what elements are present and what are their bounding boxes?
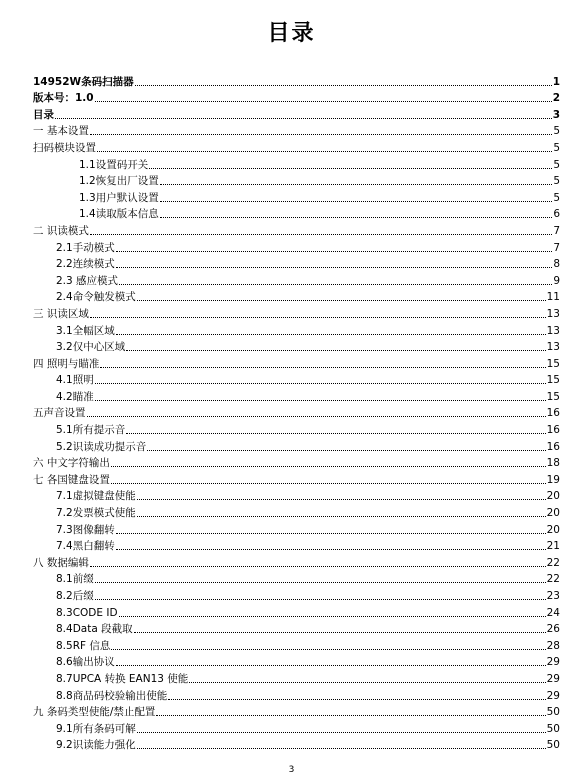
toc-entry-label: 8.4Data 段截取 xyxy=(56,623,133,636)
toc-entry[interactable] xyxy=(33,338,560,355)
toc-entry-label: 2.4命令触发模式 xyxy=(56,291,136,304)
toc-entry-label: 5.1所有提示音 xyxy=(56,424,126,437)
toc-entry[interactable] xyxy=(33,404,560,421)
toc-entry[interactable] xyxy=(33,636,560,653)
toc-entry[interactable] xyxy=(33,454,560,471)
toc-entry-page: 50 xyxy=(546,722,560,735)
toc-entry-page: 22 xyxy=(546,573,560,586)
toc-entry-page: 50 xyxy=(546,739,560,752)
toc-entry-label: 9.2识读能力强化 xyxy=(56,739,136,752)
toc-entry-label: 六 中文字符输出 xyxy=(33,457,110,470)
toc-entry[interactable] xyxy=(33,321,560,338)
toc-entry-page: 16 xyxy=(546,407,560,420)
dot-leader xyxy=(135,85,552,86)
dot-leader xyxy=(119,616,546,617)
toc-entry-label: 2.3 感应模式 xyxy=(56,274,119,287)
dot-leader xyxy=(137,300,546,301)
dot-leader xyxy=(95,582,546,583)
toc-entry-page: 24 xyxy=(546,606,560,619)
toc-entry-label: 3.2仅中心区域 xyxy=(56,341,126,354)
dot-leader xyxy=(168,699,545,700)
dot-leader xyxy=(95,400,546,401)
toc-entry-label: 9.1所有条码可解 xyxy=(56,722,136,735)
dot-leader xyxy=(87,416,546,417)
toc-entry[interactable] xyxy=(33,122,560,139)
toc-entry[interactable] xyxy=(33,354,560,371)
toc-entry[interactable] xyxy=(33,620,560,637)
toc-entry-page: 13 xyxy=(546,307,560,320)
toc-entry-page: 5 xyxy=(553,125,560,138)
toc-entry[interactable] xyxy=(33,570,560,587)
toc-entry-page: 2 xyxy=(552,92,560,105)
toc-entry[interactable] xyxy=(33,138,560,155)
toc-entry[interactable] xyxy=(33,255,560,272)
dot-leader xyxy=(111,483,546,484)
toc-entry[interactable] xyxy=(33,686,560,703)
toc-entry[interactable] xyxy=(33,172,560,189)
toc-entry[interactable] xyxy=(33,703,560,720)
toc-entry-page: 16 xyxy=(546,424,560,437)
dot-leader xyxy=(116,665,546,666)
toc-entry-page: 20 xyxy=(546,490,560,503)
toc-entry-label: 4.2瞄准 xyxy=(56,390,94,403)
dot-leader xyxy=(137,748,546,749)
dot-leader xyxy=(160,184,553,185)
dot-leader xyxy=(95,101,552,102)
dot-leader xyxy=(160,217,553,218)
toc-entry-page: 11 xyxy=(546,291,560,304)
toc-entry[interactable] xyxy=(33,387,560,404)
dot-leader xyxy=(116,549,546,550)
dot-leader xyxy=(116,251,553,252)
toc-entry-label: 7.1虚拟键盘使能 xyxy=(56,490,136,503)
toc-entry[interactable] xyxy=(33,487,560,504)
table-of-contents xyxy=(33,72,560,752)
toc-entry-page: 29 xyxy=(546,656,560,669)
toc-entry-label: 2.1手动模式 xyxy=(56,241,115,254)
toc-entry-label: 2.2连续模式 xyxy=(56,258,115,271)
toc-entry-label: 7.3图像翻转 xyxy=(56,523,115,536)
dot-leader xyxy=(156,715,545,716)
toc-entry-page: 15 xyxy=(546,374,560,387)
toc-entry-label: 1.2恢复出厂设置 xyxy=(79,175,159,188)
toc-entry[interactable] xyxy=(33,221,560,238)
toc-entry-label: 8.3CODE ID xyxy=(56,606,118,619)
toc-entry-page: 26 xyxy=(546,623,560,636)
toc-entry-page: 21 xyxy=(546,540,560,553)
dot-leader xyxy=(149,168,552,169)
toc-entry-page: 5 xyxy=(553,141,560,154)
dot-leader xyxy=(116,533,546,534)
dot-leader xyxy=(134,632,546,633)
toc-entry-page: 13 xyxy=(546,341,560,354)
toc-entry[interactable] xyxy=(33,520,560,537)
toc-entry-page: 7 xyxy=(553,241,560,254)
toc-entry-label: 7.4黑白翻转 xyxy=(56,540,115,553)
toc-entry[interactable] xyxy=(33,653,560,670)
toc-entry[interactable] xyxy=(33,420,560,437)
toc-entry-page: 16 xyxy=(546,440,560,453)
toc-entry-label: 5.2识读成功提示音 xyxy=(56,440,147,453)
dot-leader xyxy=(95,599,546,600)
toc-entry-label: 八 数据编辑 xyxy=(33,556,89,569)
toc-entry-page: 20 xyxy=(546,523,560,536)
toc-entry[interactable] xyxy=(33,371,560,388)
dot-leader xyxy=(90,566,546,567)
toc-entry[interactable] xyxy=(33,719,560,736)
toc-entry-page: 20 xyxy=(546,507,560,520)
toc-entry-label: 8.1前缀 xyxy=(56,573,94,586)
toc-entry-page: 5 xyxy=(553,158,560,171)
toc-entry-label: 1.3用户默认设置 xyxy=(79,191,159,204)
toc-entry[interactable] xyxy=(33,537,560,554)
toc-entry-label: 8.2后缀 xyxy=(56,590,94,602)
dot-leader xyxy=(97,151,552,152)
dot-leader xyxy=(137,516,546,517)
dot-leader xyxy=(189,682,545,683)
toc-entry[interactable] xyxy=(33,105,560,122)
toc-entry-label: 九 条码类型使能/禁止配置 xyxy=(33,706,156,719)
toc-entry-label: 4.1照明 xyxy=(56,374,94,387)
toc-entry-label: 8.8商品码校验输出使能 xyxy=(56,689,168,702)
toc-entry[interactable] xyxy=(33,669,560,686)
dot-leader xyxy=(100,367,545,368)
toc-entry[interactable] xyxy=(33,736,560,753)
toc-entry[interactable] xyxy=(33,304,560,321)
dot-leader xyxy=(90,234,552,235)
toc-entry-label: 8.7UPCA 转换 EAN13 使能 xyxy=(56,672,189,685)
toc-entry-label: 扫码模块设置 xyxy=(33,141,96,154)
toc-entry[interactable] xyxy=(33,470,560,487)
toc-entry[interactable] xyxy=(33,72,560,89)
toc-entry-page: 8 xyxy=(553,258,560,271)
toc-entry-label: 目录 xyxy=(33,108,54,121)
toc-entry[interactable] xyxy=(33,603,560,620)
toc-entry-page: 19 xyxy=(546,473,560,486)
toc-entry-page: 3 xyxy=(552,108,560,121)
toc-entry[interactable] xyxy=(33,553,560,570)
toc-entry[interactable] xyxy=(33,205,560,222)
dot-leader xyxy=(119,284,552,285)
toc-entry[interactable] xyxy=(33,188,560,205)
toc-entry-page: 15 xyxy=(546,357,560,370)
dot-leader xyxy=(137,732,546,733)
toc-entry-page: 23 xyxy=(546,590,560,602)
toc-entry-label: 8.5RF 信息 xyxy=(56,639,111,652)
toc-entry-page: 18 xyxy=(546,457,560,470)
toc-entry-page: 6 xyxy=(553,208,560,221)
toc-entry[interactable] xyxy=(33,288,560,305)
dot-leader xyxy=(147,450,545,451)
toc-entry-label: 五声音设置 xyxy=(33,407,86,420)
toc-entry-page: 50 xyxy=(546,706,560,719)
toc-entry-label: 一 基本设置 xyxy=(33,125,89,138)
toc-entry-label: 二 识读模式 xyxy=(33,224,89,237)
toc-entry-label: 8.6输出协议 xyxy=(56,656,115,669)
toc-entry[interactable] xyxy=(33,238,560,255)
dot-leader xyxy=(55,118,552,119)
toc-entry-label: 1.4读取版本信息 xyxy=(79,208,159,221)
toc-entry-label: 四 照明与瞄准 xyxy=(33,357,100,370)
toc-entry[interactable] xyxy=(33,89,560,106)
toc-entry-label: 七 各国键盘设置 xyxy=(33,473,110,486)
toc-entry-page: 7 xyxy=(553,224,560,237)
toc-entry-page: 13 xyxy=(546,324,560,337)
toc-entry-label: 版本号：1.0 xyxy=(33,92,94,105)
toc-entry-page: 22 xyxy=(546,556,560,569)
dot-leader xyxy=(160,201,553,202)
toc-entry[interactable] xyxy=(33,586,560,603)
dot-leader xyxy=(137,499,546,500)
dot-leader xyxy=(126,350,545,351)
toc-entry[interactable] xyxy=(33,437,560,454)
dot-leader xyxy=(90,317,546,318)
dot-leader xyxy=(111,649,545,650)
toc-entry-label: 3.1全幅区域 xyxy=(56,324,115,337)
toc-entry-label: 14952W条码扫描器 xyxy=(33,75,134,88)
dot-leader xyxy=(116,334,546,335)
dot-leader xyxy=(116,267,553,268)
dot-leader xyxy=(111,466,546,467)
toc-entry-label: 1.1设置码开关 xyxy=(79,158,149,171)
toc-entry-page: 9 xyxy=(553,274,560,287)
toc-entry-page: 29 xyxy=(546,672,560,685)
dot-leader xyxy=(90,134,552,135)
toc-entry[interactable] xyxy=(33,503,560,520)
page-title: 目录 xyxy=(267,21,316,46)
toc-entry-page: 15 xyxy=(546,390,560,403)
toc-entry-label: 三 识读区域 xyxy=(33,307,89,320)
toc-entry-page: 28 xyxy=(546,639,560,652)
dot-leader xyxy=(126,433,545,434)
toc-entry-label: 7.2发票模式使能 xyxy=(56,507,136,520)
toc-entry-page: 5 xyxy=(553,191,560,204)
page-number: 3 xyxy=(288,765,295,775)
toc-entry-page: 1 xyxy=(552,75,560,88)
dot-leader xyxy=(95,383,546,384)
toc-entry-page: 29 xyxy=(546,689,560,702)
toc-entry[interactable] xyxy=(33,271,560,288)
toc-entry[interactable] xyxy=(33,155,560,172)
toc-entry-page: 5 xyxy=(553,175,560,188)
